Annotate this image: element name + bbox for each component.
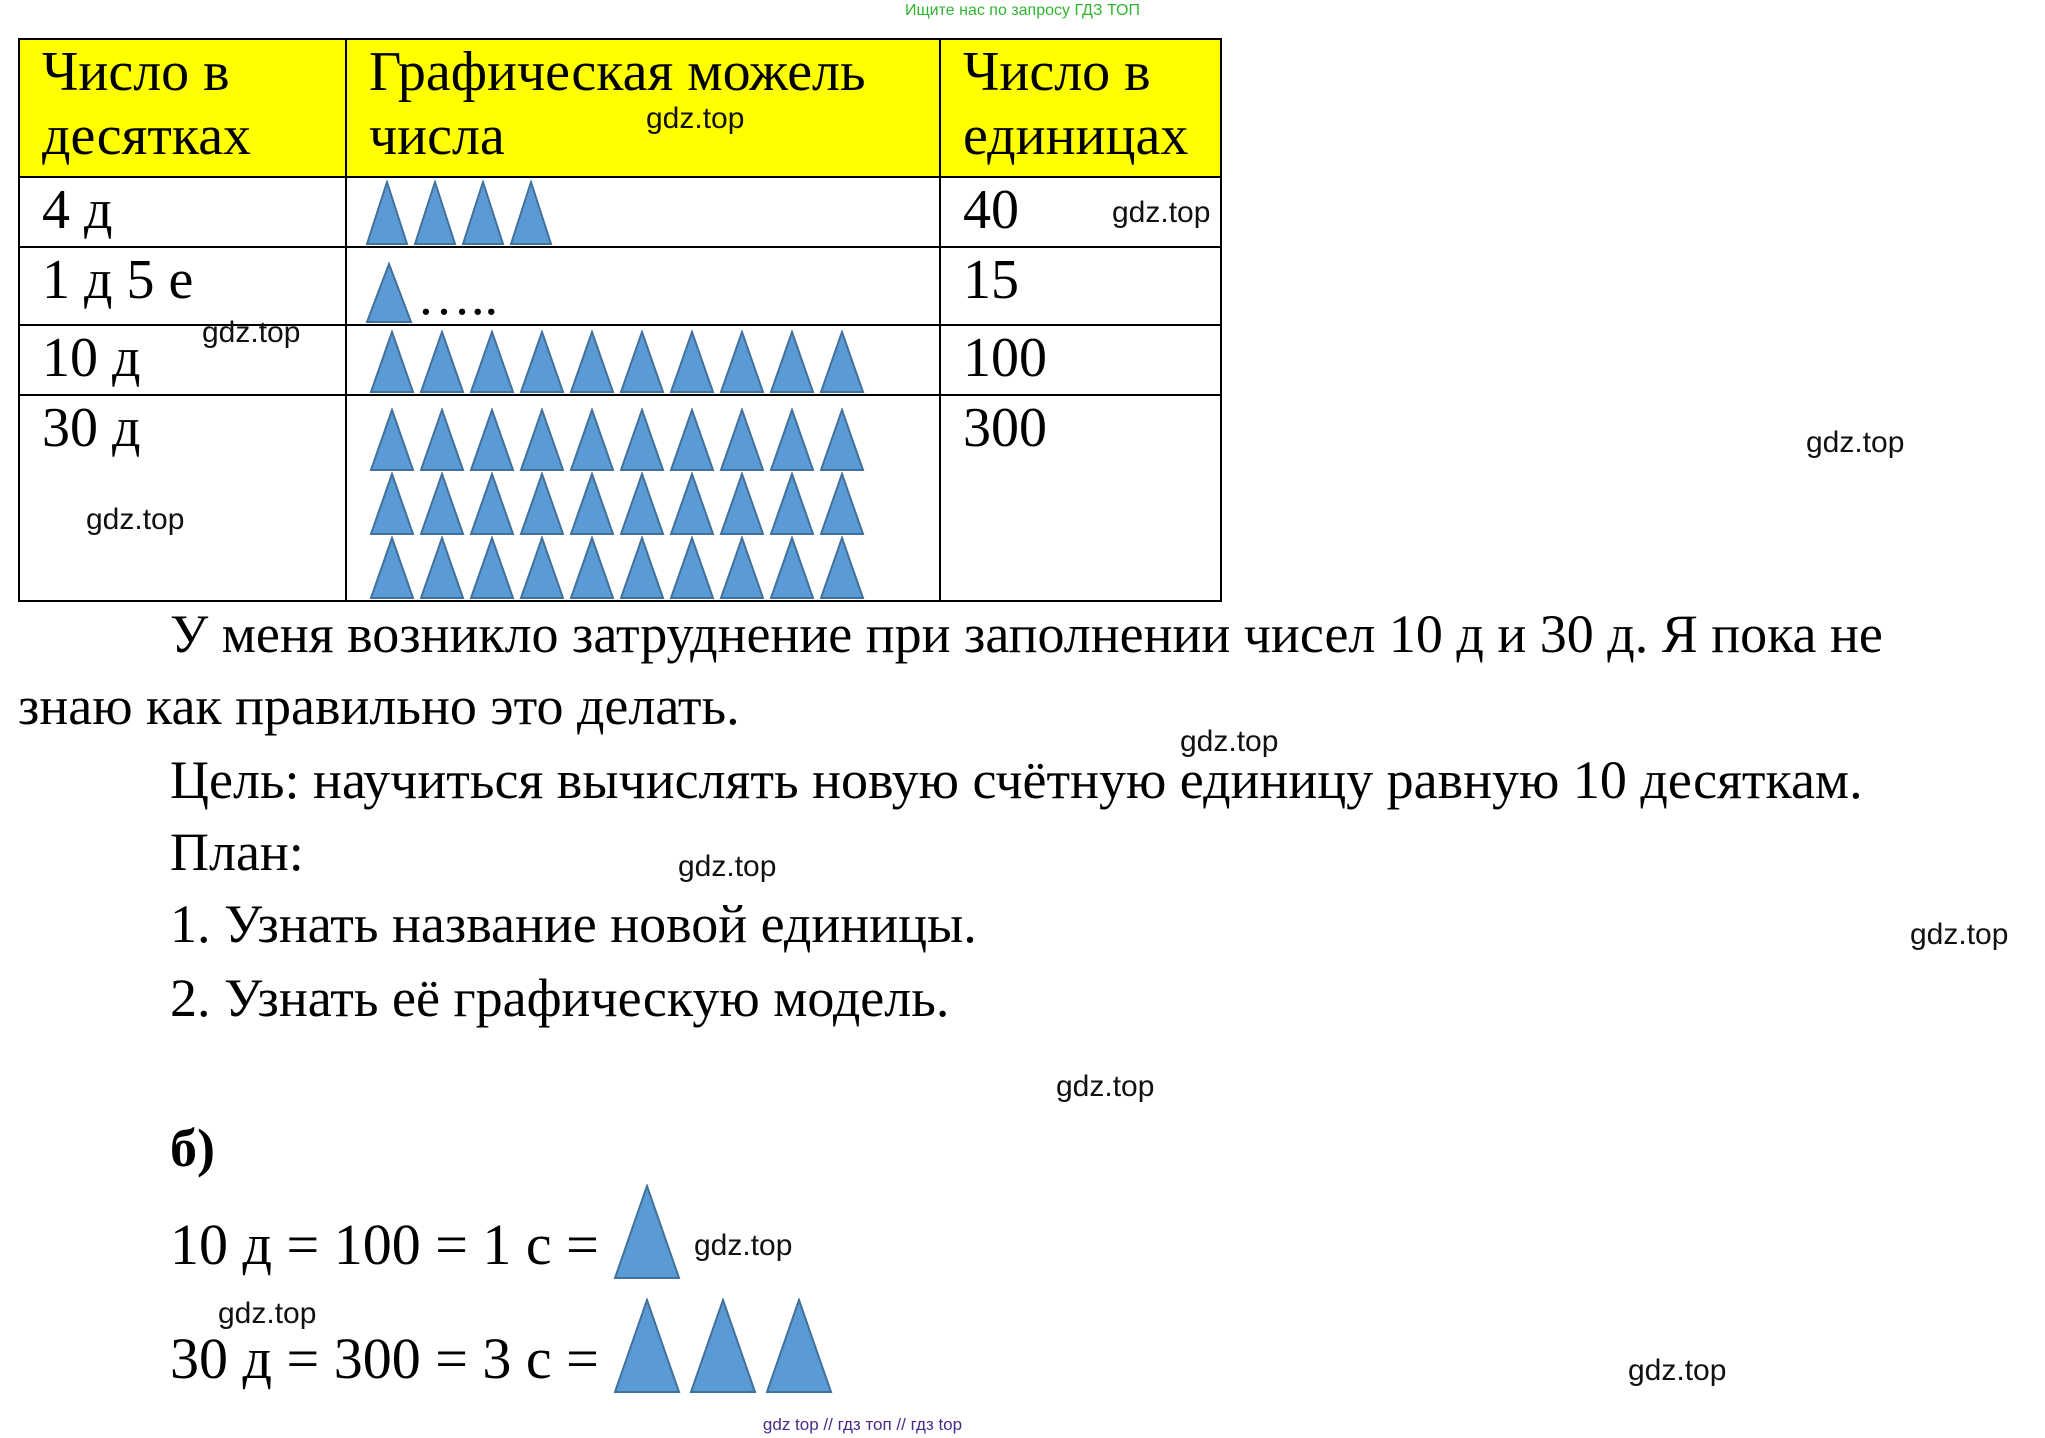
cell-units: 300: [940, 395, 1221, 601]
triangle-icon: [719, 408, 765, 472]
table-header-row: [19, 39, 1221, 177]
triangle-icon: [365, 262, 413, 324]
plan-step-2: 2. Узнать её графическую модель.: [170, 968, 950, 1028]
cell-tens: 1 д 5 е: [19, 247, 346, 325]
footer-links: gdz top // гдз топ // гдз top: [762, 1415, 963, 1434]
triangle-icon: [669, 330, 715, 394]
triangle-icon: [669, 408, 715, 472]
watermark: gdz.top: [1628, 1354, 1727, 1387]
watermark: gdz.top: [1806, 426, 1905, 459]
triangle-icon: [569, 408, 615, 472]
table-row: [19, 395, 1221, 601]
triangle-icon: [413, 180, 457, 246]
cell-model: [346, 247, 940, 325]
header-units: Число в единицах: [940, 39, 1221, 177]
site-note: Ищите нас по запросу ГДЗ ТОП: [905, 2, 1140, 19]
triangle-icon: [519, 408, 565, 472]
triangle-icon: [669, 536, 715, 600]
cell-model: [346, 325, 940, 395]
cell-units: 15: [940, 247, 1221, 325]
cell-model: [346, 395, 940, 601]
triangle-icon: [519, 536, 565, 600]
triangle-icon: [719, 536, 765, 600]
triangle-icon: [365, 180, 409, 246]
triangle-icon: [819, 330, 865, 394]
triangle-icon: [619, 408, 665, 472]
triangle-icon: [419, 408, 465, 472]
watermark: gdz.top: [86, 503, 185, 536]
watermark: gdz.top: [1056, 1070, 1155, 1103]
triangle-icon: [569, 472, 615, 536]
ellipsis: …..: [417, 266, 498, 326]
cell-units: 40: [940, 177, 1221, 247]
plan-title: План:: [170, 822, 304, 882]
equation-1-text: 10 д = 100 = 1 с =: [170, 1212, 599, 1277]
watermark: gdz.top: [678, 850, 777, 883]
triangle-icon: [469, 408, 515, 472]
watermark: gdz.top: [218, 1297, 317, 1330]
plan-step-1: 1. Узнать название новой единицы.: [170, 894, 977, 954]
triangle-icon: [419, 330, 465, 394]
watermark: gdz.top: [1112, 196, 1211, 229]
watermark: gdz.top: [202, 316, 301, 349]
triangle-icon: [819, 536, 865, 600]
triangle-icon: [619, 472, 665, 536]
watermark: gdz.top: [646, 102, 745, 135]
triangle-icon: [819, 408, 865, 472]
triangle-icon: [613, 1298, 681, 1394]
table-row: [19, 325, 1221, 395]
triangle-icon: [819, 472, 865, 536]
watermark: gdz.top: [1180, 725, 1279, 758]
header-model: Графическая можель числа: [346, 39, 940, 177]
triangle-icon: [369, 330, 415, 394]
goal-text: Цель: научиться вычислять новую счётную единицу равную 10 десяткам.: [170, 750, 1863, 810]
watermark: gdz.top: [1910, 918, 2009, 951]
table-row: [19, 177, 1221, 247]
number-table: [18, 38, 1222, 602]
triangle-icon: [509, 180, 553, 246]
cell-model: [346, 177, 940, 247]
triangle-icon: [519, 472, 565, 536]
triangle-icon: [765, 1298, 833, 1394]
triangle-icon: [419, 536, 465, 600]
triangle-icon: [419, 472, 465, 536]
triangle-icon: [619, 536, 665, 600]
triangle-icon: [569, 536, 615, 600]
triangle-icon: [569, 330, 615, 394]
header-tens: Число в десятках: [19, 39, 346, 177]
triangle-icon: [689, 1298, 757, 1394]
triangle-icon: [461, 180, 505, 246]
part-b-label: б): [170, 1118, 215, 1178]
triangle-icon: [369, 536, 415, 600]
triangle-icon: [769, 536, 815, 600]
triangle-icon: [369, 472, 415, 536]
table-row: [19, 247, 1221, 325]
text-line-1: У меня возникло затруднение при заполнении чисел 10 д и 30 д. Я пока не: [170, 604, 1883, 664]
equation-1: [170, 1180, 681, 1280]
triangle-icon: [769, 472, 815, 536]
equation-2-text: 30 д = 300 = 3 с =: [170, 1326, 599, 1391]
triangle-icon: [469, 330, 515, 394]
triangle-icon: [519, 330, 565, 394]
triangle-icon: [769, 408, 815, 472]
triangle-icon: [769, 330, 815, 394]
cell-units: 100: [940, 325, 1221, 395]
triangle-icon: [719, 472, 765, 536]
triangle-icon: [369, 408, 415, 472]
triangle-icon: [619, 330, 665, 394]
cell-tens: 30 д: [19, 395, 346, 601]
text-line-2: знаю как правильно это делать.: [18, 676, 740, 736]
triangle-icon: [613, 1184, 681, 1280]
triangle-icon: [469, 536, 515, 600]
cell-tens: 10 д: [19, 325, 346, 395]
watermark: gdz.top: [694, 1229, 793, 1262]
cell-tens: 4 д: [19, 177, 346, 247]
triangle-icon: [469, 472, 515, 536]
triangle-icon: [719, 330, 765, 394]
triangle-icon: [669, 472, 715, 536]
